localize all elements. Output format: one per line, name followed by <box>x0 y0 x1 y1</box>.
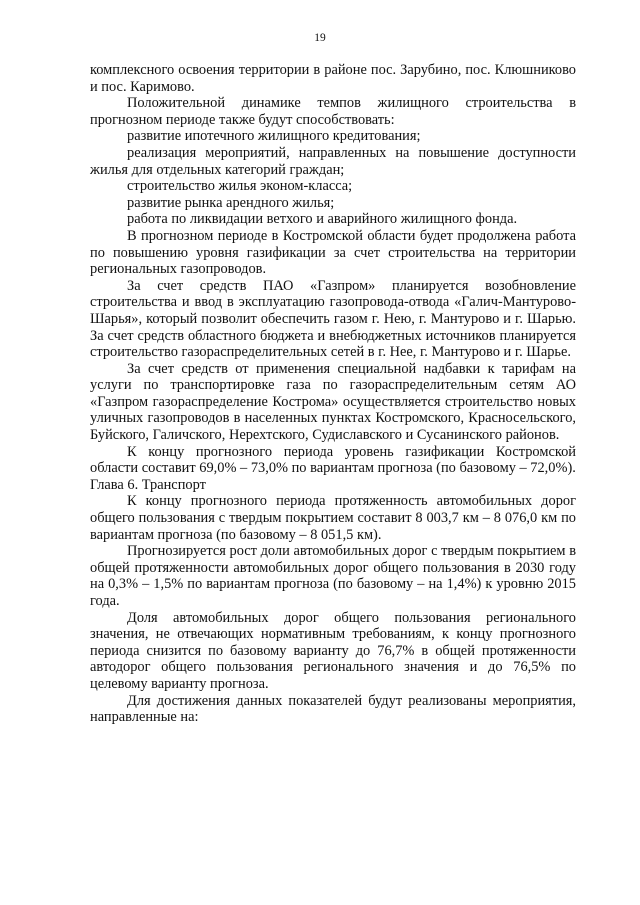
paragraph-measures: Для достижения данных показателей будут реализованы мероприятия, направленные на: <box>90 692 576 726</box>
list-item-mortgage: развитие ипотечного жилищного кредитования; <box>127 128 421 145</box>
paragraph-continuation: комплексного освоения территории в районе пос. Зарубино, пос. Клюшниково и пос. Каримово. <box>90 62 576 95</box>
list-item-dilapidated-housing: работа по ликвидации ветхого и аварийного жилищного фонда. <box>127 211 518 228</box>
paragraph-housing-dynamics: Положительной динамике темпов жилищного строительства в прогнозном периоде также будут способствовать: <box>90 95 576 128</box>
chapter-heading: Глава 6. Транспорт <box>90 476 206 493</box>
list-item-rental-market: развитие рынка арендного жилья; <box>127 194 335 211</box>
paragraph-paved-share: Прогнозируется рост доли автомобильных дорог с твердым покрытием в общей протяженности автомобильных дорог общего пользования в 2030 году на 0,3% – 1,5% по вариантам прогноза (по базовому – на 1,4%) к уровню 2015 года. <box>90 543 576 609</box>
paragraph-regional-roads: Доля автомобильных дорог общего пользования регионального значения, не отвечающих нормативным требованиям, к концу прогнозного периода снизится по базовому варианту до 76,7% в общей протяженности автодорог общего пользования регионального значения и до 76,5% по целевому варианту прогноза. <box>90 609 576 692</box>
list-item-affordability: реализация мероприятий, направленных на повышение доступности жилья для отдельных категорий граждан; <box>90 144 576 178</box>
paragraph-road-length: К концу прогнозного периода протяженность автомобильных дорог общего пользования с твердым покрытием составит 8 003,7 км – 8 076,0 км по вариантам прогноза (по базовому – 8 051,5 км). <box>90 493 576 543</box>
list-item-economy-housing: строительство жилья эконом-класса; <box>127 178 353 195</box>
paragraph-gasification-level: К концу прогнозного периода уровень газификации Костромской области составит 69,0% – 73,0% по вариантам прогноза (по базовому – 72,0%). <box>90 443 576 477</box>
paragraph-gasification: В прогнозном периоде в Костромской области будет продолжена работа по повышению уровня газификации за счет строительства на территории региональных газопроводов. <box>90 227 576 278</box>
document-body <box>90 62 576 726</box>
page-number: 19 <box>314 32 326 44</box>
paragraph-gas-surcharge: За счет средств от применения специальной надбавки к тарифам на услуги по транспортировке газа по газораспределительным сетям АО «Газпром газораспределение Кострома» осуществляется строительство новых уличных газопроводов в населенных пунктах Костромского, Красносельского, Буйского, Галичского, Нерехтского, Судиславского и Сусанинского районов. <box>90 360 576 444</box>
paragraph-gazprom-pipeline: За счет средств ПАО «Газпром» планируется возобновление строительства и ввод в эксплуатацию газопровода-отвода «Галич-Мантурово-Шарья», который позволит обеспечить газом г. Нею, г. Мантурово и г. Шарью. За счет средств областного бюджета и внебюджетных источников планируется строительство газораспределительных сетей в г. Нее, г. Мантурово и г. Шарье. <box>90 277 576 361</box>
